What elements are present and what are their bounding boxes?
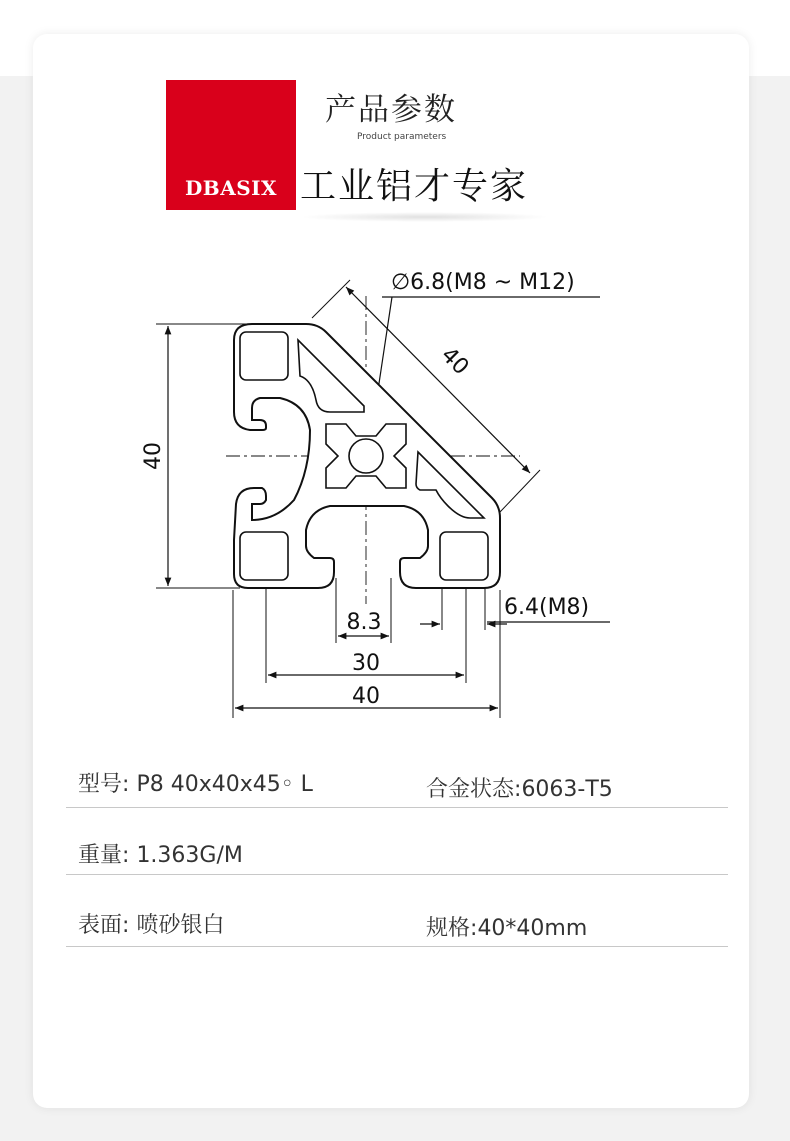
spec-size bbox=[426, 911, 587, 942]
slot-dimension-label: 8.3 bbox=[346, 610, 382, 635]
spec-model bbox=[78, 767, 313, 798]
spec-alloy-label: 合金状态 bbox=[426, 777, 515, 802]
spec-model-label: 型号 bbox=[78, 772, 123, 797]
bolt-dimension-label: 6.4(M8) bbox=[504, 595, 590, 620]
spec-size-value: 40*40mm bbox=[477, 916, 588, 941]
width-dimension-label: 40 bbox=[352, 684, 380, 709]
spec-surface-label: 表面 bbox=[78, 913, 123, 938]
brand-slogan: 工业铝才专家 bbox=[300, 166, 529, 207]
spec-weight-label: 重量 bbox=[78, 843, 123, 868]
spec-alloy bbox=[426, 772, 613, 803]
hole-label: ∅6.8(M8 ~ M12) bbox=[391, 270, 575, 295]
diagonal-dimension-label: 40 bbox=[435, 342, 474, 381]
spec-surface-sep: : bbox=[122, 913, 130, 938]
center-distance-label: 30 bbox=[352, 651, 380, 676]
spec-surface bbox=[78, 908, 224, 939]
spec-weight bbox=[78, 838, 243, 869]
spec-alloy-sep: : bbox=[514, 777, 522, 802]
height-dimension-label: 40 bbox=[141, 442, 166, 470]
section-title: 产品参数 bbox=[325, 92, 457, 128]
spec-size-label: 规格 bbox=[426, 916, 471, 941]
spec-size-sep: : bbox=[470, 916, 478, 941]
spec-model-value: P8 40x40x45◦ L bbox=[136, 772, 313, 797]
brand-logo-text: DBASIX bbox=[184, 176, 278, 200]
spec-surface-value: 喷砂银白 bbox=[136, 913, 225, 938]
spec-weight-sep: : bbox=[122, 843, 130, 868]
section-subtitle: Product parameters bbox=[357, 132, 447, 142]
spec-weight-value: 1.363G/M bbox=[136, 843, 243, 868]
spec-alloy-value: 6063-T5 bbox=[521, 777, 613, 802]
spec-model-sep: : bbox=[122, 772, 130, 797]
